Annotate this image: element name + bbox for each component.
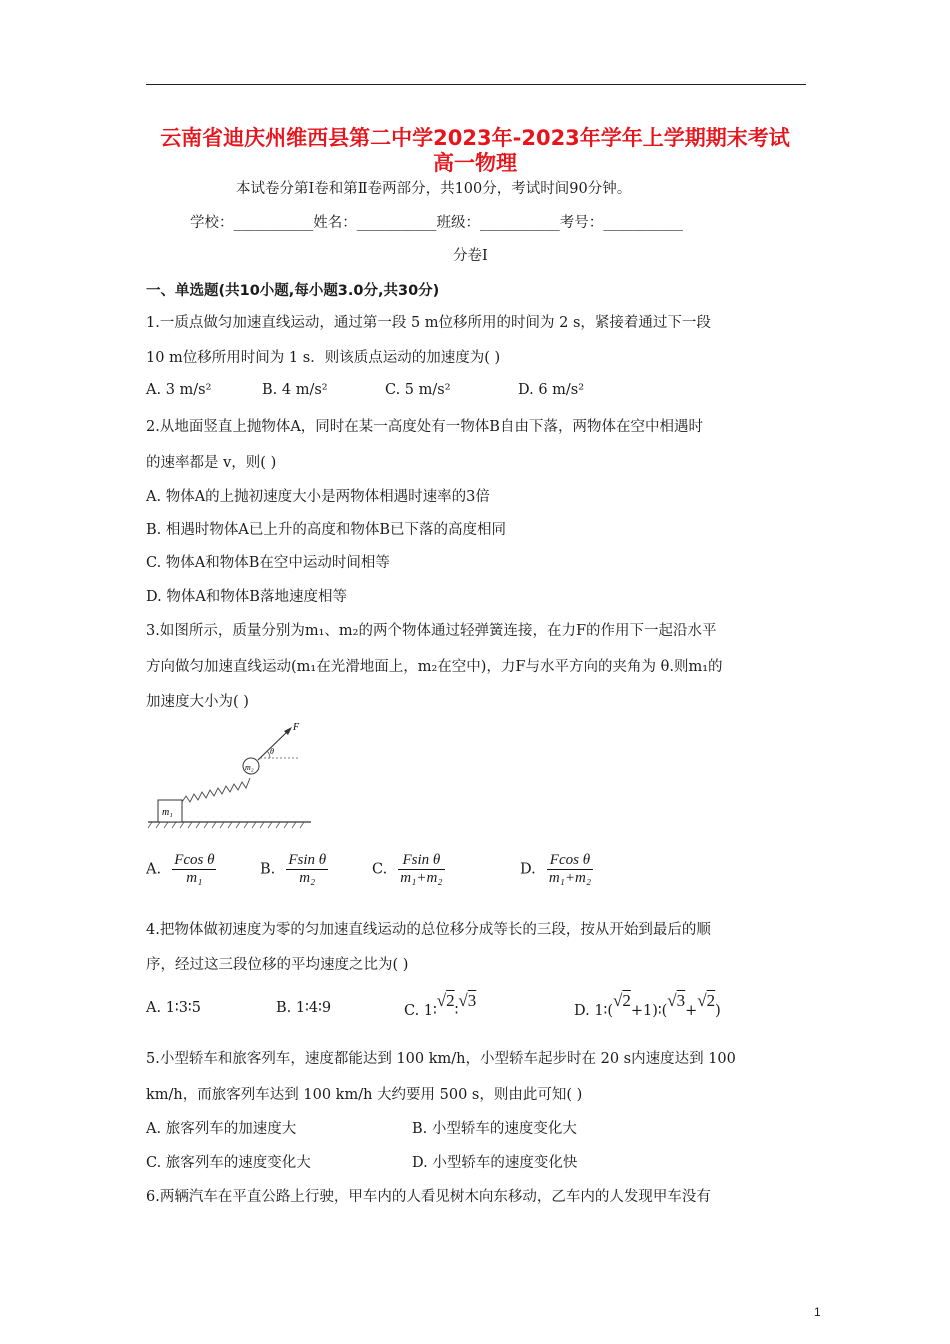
q3-option-c-denominator: m₁+m₂ xyxy=(400,870,443,886)
q2-text-line1: 2.从地面竖直上抛物体A，同时在某一高度处有一物体B自由下落，两物体在空中相遇时 xyxy=(146,419,703,435)
q3-option-a-denominator: m₁ xyxy=(186,870,203,886)
label-m1: m₁ xyxy=(162,807,173,818)
q2-option-b: B. 相遇时物体A已上升的高度和物体B已下落的高度相同 xyxy=(146,522,506,538)
q3-text-line1: 3.如图所示，质量分别为m₁、m₂的两个物体通过轻弹簧连接，在力F的作用下一起沿水平 xyxy=(146,623,717,639)
q4-text-line1: 4.把物体做初速度为零的匀加速直线运动的总位移分成等长的三段，按从开始到最后的顺 xyxy=(146,922,711,938)
label-m2: m₂ xyxy=(245,763,254,772)
q5-text-line1: 5.小型轿车和旅客列车，速度都能达到 100 km/h，小型轿车起步时在 20 s内速度达到 100 xyxy=(146,1051,736,1067)
q4-option-c-separator: ∶ xyxy=(454,1003,459,1019)
q6-text-line1: 6.两辆汽车在平直公路上行驶，甲车内的人看见树木向东移动，乙车内的人发现甲车没有 xyxy=(146,1189,711,1205)
q1-text-line2: 10 m位移所用时间为 1 s．则该质点运动的加速度为( ) xyxy=(146,350,501,366)
label-force: F xyxy=(293,722,300,733)
page-number: 1 xyxy=(814,1305,821,1319)
q4-option-d-radicand1: 2 xyxy=(622,991,631,1010)
exam-title: 云南省迪庆州维西县第二中学2023年-2023年学年上学期期末考试 xyxy=(160,126,790,150)
q3-option-b-numerator: Fsin θ xyxy=(288,852,327,868)
q3-option-b-letter: B. xyxy=(260,861,276,878)
q1-option-c: C. 5 m/s² xyxy=(385,382,451,398)
q4-option-d-middle: +1)∶( xyxy=(630,1003,668,1019)
q4-option-a: A. 1∶3∶5 xyxy=(146,1000,201,1016)
q4-option-b: B. 1∶4∶9 xyxy=(276,1000,332,1016)
q4-option-d-root1: √2 xyxy=(612,991,631,1010)
q5-option-a: A. 旅客列车的加速度大 xyxy=(146,1121,297,1137)
q4-option-d-root2: √3 xyxy=(667,991,686,1010)
q4-option-c-radicand2: 3 xyxy=(467,991,477,1010)
q5-option-d: D. 小型轿车的速度变化快 xyxy=(412,1155,578,1171)
q1-option-d: D. 6 m/s² xyxy=(518,382,585,398)
q3-option-b-fraction xyxy=(286,852,328,887)
section-heading: 一、单选题(共10小题,每小题3.0分,共30分) xyxy=(146,283,440,299)
q4-option-d-root3: √2 xyxy=(697,991,716,1010)
q3-option-c-numerator: Fsin θ xyxy=(398,852,444,870)
header-rule xyxy=(146,84,806,85)
q3-option-d xyxy=(520,852,593,887)
q4-option-c-root2: √3 xyxy=(458,991,477,1010)
q4-option-d-plus: + xyxy=(685,1003,698,1019)
q4-option-d-radicand2: 3 xyxy=(676,991,686,1010)
q3-option-b-denominator: m₂ xyxy=(299,870,316,886)
q3-option-d-denominator: m₁+m₂ xyxy=(548,870,592,886)
q3-option-a xyxy=(146,852,216,887)
q2-option-d: D. 物体A和物体B落地速度相等 xyxy=(146,589,347,605)
q3-option-d-letter: D. xyxy=(520,861,536,878)
q4-text-line2: 序，经过这三段位移的平均速度之比为( ) xyxy=(146,957,409,973)
q3-text-line3: 加速度大小为( ) xyxy=(146,694,249,710)
q3-option-c xyxy=(372,852,445,887)
q5-option-b: B. 小型轿车的速度变化大 xyxy=(412,1121,577,1137)
q2-option-c: C. 物体A和物体B在空中运动时间相等 xyxy=(146,555,390,571)
q3-text-line2: 方向做匀加速直线运动(m₁在光滑地面上，m₂在空中)，力F与水平方向的夹角为 θ.则m₁的 xyxy=(146,659,723,675)
exam-intro: 本试卷分第Ⅰ卷和第Ⅱ卷两部分，共100分，考试时间90分钟。 xyxy=(236,181,632,197)
q2-text-line2: 的速率都是 v，则( ) xyxy=(146,455,277,471)
q3-option-c-letter: C. xyxy=(372,861,388,878)
q3-spring-figure xyxy=(146,718,316,830)
q4-option-c xyxy=(404,991,477,1020)
q4-option-d-end: ) xyxy=(715,1003,721,1019)
q3-option-d-fraction xyxy=(547,852,593,887)
student-info-fields: 学校：___________姓名：___________班级：___________考号：___________ xyxy=(190,215,683,231)
q4-option-d-prefix: D. 1∶( xyxy=(574,1003,613,1019)
part-label: 分卷I xyxy=(453,248,488,264)
q4-option-d-radicand3: 2 xyxy=(706,991,716,1010)
q3-option-b xyxy=(260,852,328,887)
q4-option-c-prefix: C. 1∶ xyxy=(404,1003,437,1019)
q1-text-line1: 1.一质点做匀加速直线运动，通过第一段 5 m位移所用的时间为 2 s，紧接着通过下一段 xyxy=(146,315,711,331)
q4-option-c-radicand1: 2 xyxy=(446,991,455,1010)
q1-option-a: A. 3 m/s² xyxy=(146,382,212,398)
exam-subject: 高一物理 xyxy=(433,151,517,175)
spring xyxy=(182,778,250,802)
q3-option-a-fraction xyxy=(172,852,216,887)
q5-option-c: C. 旅客列车的速度变化大 xyxy=(146,1155,311,1171)
q3-option-a-letter: A. xyxy=(146,861,162,878)
q3-option-d-numerator: Fcos θ xyxy=(547,852,593,870)
q2-option-a: A. 物体A的上抛初速度大小是两物体相遇时速率的3倍 xyxy=(146,489,490,505)
q4-option-d xyxy=(574,991,721,1020)
q1-option-b: B. 4 m/s² xyxy=(262,382,328,398)
label-angle: θ xyxy=(270,747,274,756)
q3-option-a-numerator: Fcos θ xyxy=(174,852,215,868)
q5-text-line2: km/h，而旅客列车达到 100 km/h 大约要用 500 s，则由此可知( ) xyxy=(146,1087,583,1103)
q3-option-c-fraction xyxy=(398,852,444,887)
q4-option-c-root1: √2 xyxy=(436,991,455,1010)
